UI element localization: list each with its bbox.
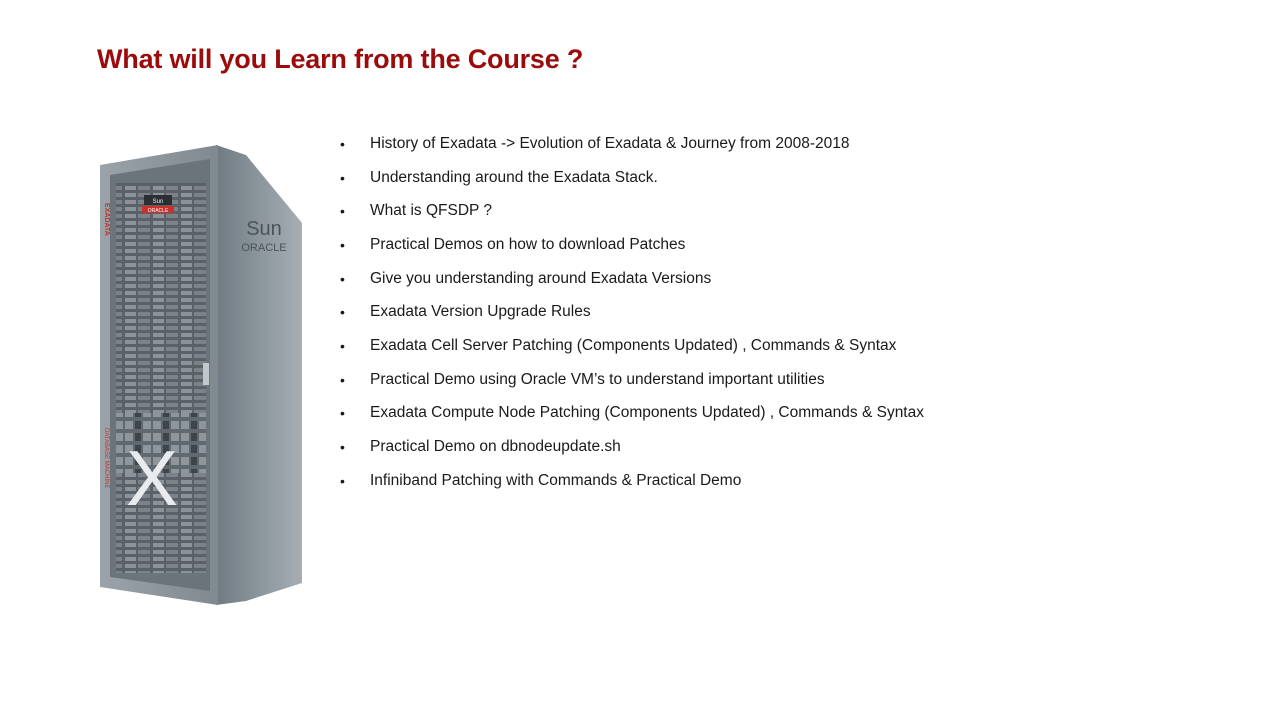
bullet-text: Practical Demo using Oracle VM’s to understand important utilities	[370, 370, 825, 388]
bullet-list	[340, 127, 924, 498]
slide-title: What will you Learn from the Course ?	[97, 44, 584, 74]
svg-text:Sun: Sun	[152, 199, 164, 205]
bullet-text: History of Exadata -> Evolution of Exadata & Journey from 2008-2018	[370, 134, 850, 152]
database-machine-label: DATABASE MACHINE	[103, 428, 109, 489]
bullet-item	[340, 228, 924, 262]
bullet-item	[340, 430, 924, 464]
bullet-text: Practical Demos on how to download Patches	[370, 235, 686, 253]
bullet-item	[340, 262, 924, 296]
svg-text:ORACLE: ORACLE	[147, 208, 169, 214]
bullet-item	[340, 363, 924, 397]
bullet-icon: •	[340, 405, 345, 422]
bullet-item	[340, 295, 924, 329]
bullet-item	[340, 464, 924, 498]
bullet-icon: •	[340, 135, 345, 152]
bullet-text: Infiniband Patching with Commands & Practical Demo	[370, 471, 742, 489]
bullet-icon: •	[340, 304, 345, 321]
bullet-icon: •	[340, 472, 345, 489]
bullet-icon: •	[340, 270, 345, 287]
exadata-label: EXADATA	[103, 203, 110, 236]
bullet-text: Exadata Compute Node Patching (Components Updated) , Commands & Syntax	[370, 404, 924, 422]
bullet-text: What is QFSDP ?	[370, 202, 493, 220]
bullet-text: Give you understanding around Exadata Versions	[370, 269, 712, 287]
bullet-icon: •	[340, 203, 345, 220]
bullet-item	[340, 329, 924, 363]
oracle-logo: ORACLE	[241, 242, 287, 254]
bullet-icon: •	[340, 337, 345, 354]
bullet-text: Exadata Cell Server Patching (Components Updated) , Commands & Syntax	[370, 336, 897, 354]
bullet-text: Exadata Version Upgrade Rules	[370, 303, 591, 321]
sun-logo: Sun	[246, 218, 282, 240]
bullet-item	[340, 127, 924, 161]
bullet-item	[340, 397, 924, 431]
x-logo: X	[125, 434, 179, 522]
bullet-item	[340, 161, 924, 195]
bullet-icon: •	[340, 439, 345, 456]
bullet-icon: •	[340, 371, 345, 388]
bullet-icon: •	[340, 169, 345, 186]
bullet-text: Practical Demo on dbnodeupdate.sh	[370, 438, 621, 456]
bullet-icon: •	[340, 236, 345, 253]
exadata-rack-image	[96, 143, 304, 607]
bullet-item	[340, 194, 924, 228]
bullet-text: Understanding around the Exadata Stack.	[370, 168, 658, 186]
